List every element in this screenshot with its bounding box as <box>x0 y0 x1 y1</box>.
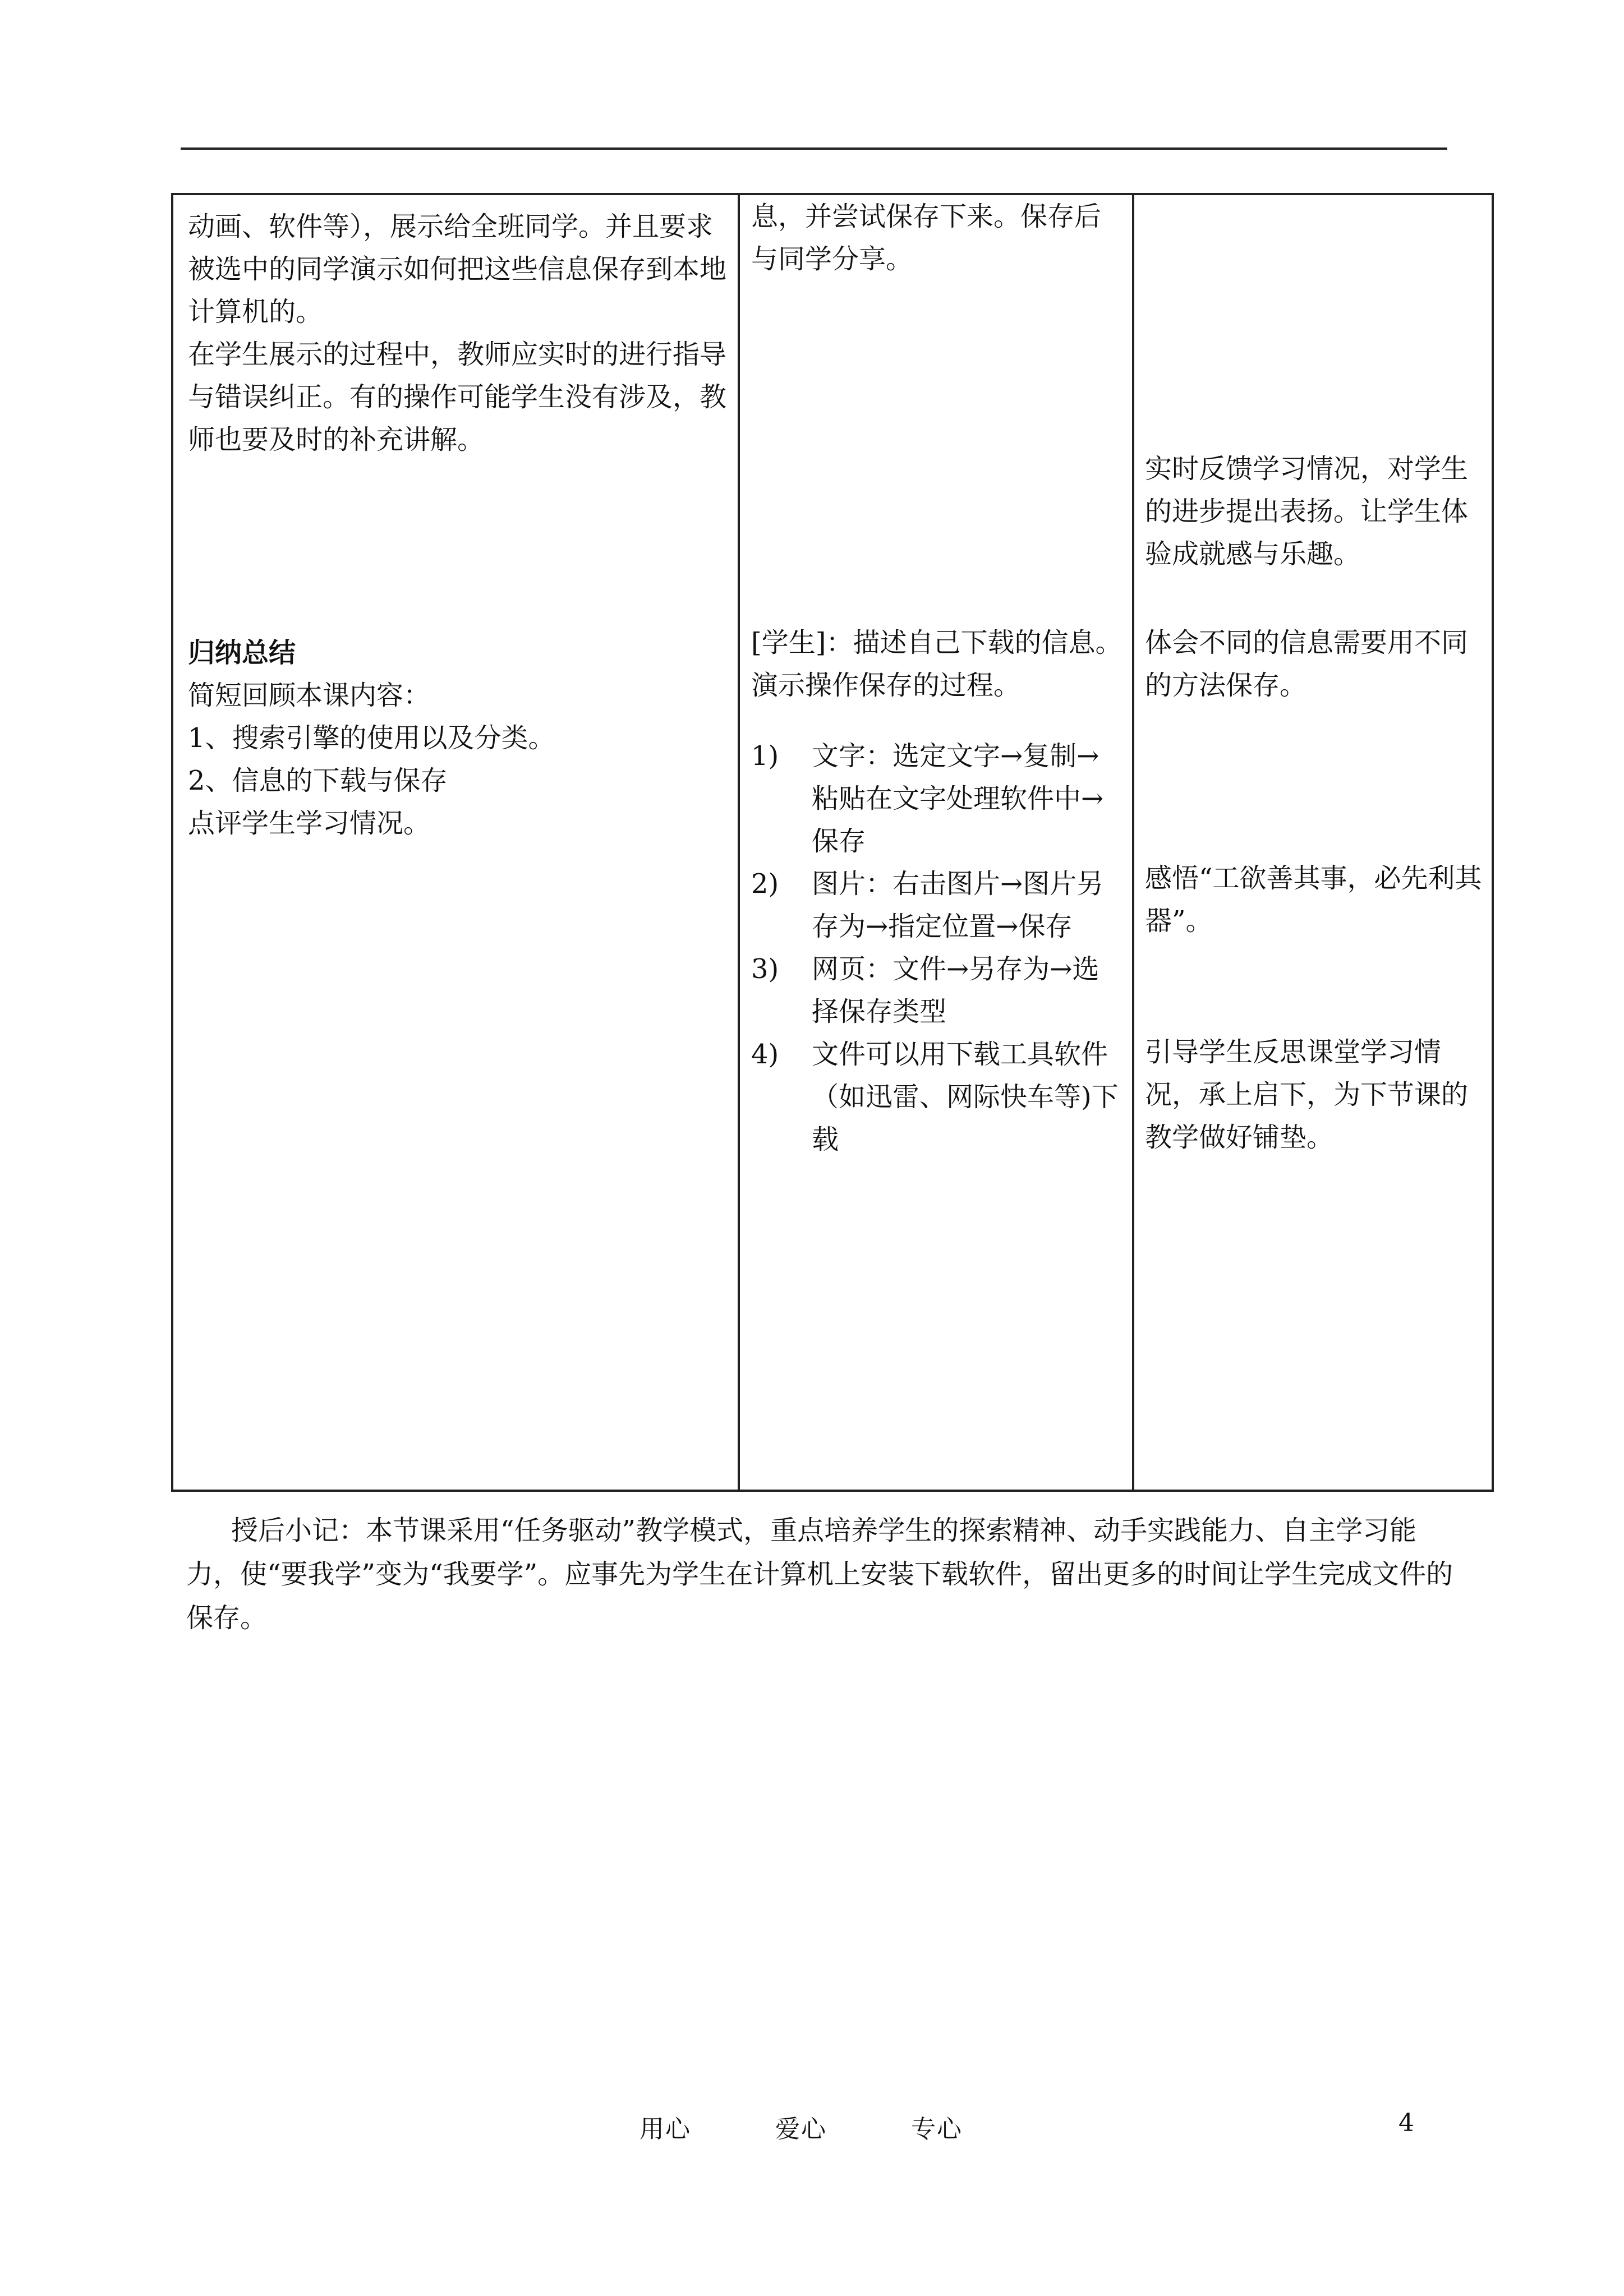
motto-1: 用心 <box>640 2115 691 2143</box>
student-paragraph-1: 息，并尝试保存下来。保存后与同学分享。 <box>751 201 1102 275</box>
page-number: 4 <box>1398 2109 1414 2137</box>
lesson-table <box>171 193 1494 1492</box>
summary-title: 归纳总结 <box>188 637 296 668</box>
summary-comment: 点评学生学习情况。 <box>188 808 431 839</box>
student-paragraph-2: [学生]：描述自己下载的信息。演示操作保存的过程。 <box>751 627 1122 701</box>
save-step: 1) 文字：选定文字→复制→粘贴在文字处理软件中→保存 <box>751 740 1104 857</box>
summary-item-2: 2、信息的下载与保存 <box>188 765 448 796</box>
teacher-paragraph-2: 在学生展示的过程中，教师应实时的进行指导与错误纠正。有的操作可能学生没有涉及，教师也要及时的补充讲解。 <box>188 339 727 455</box>
column-divider-1 <box>738 195 740 1490</box>
teacher-paragraph-1: 动画、软件等），展示给全班同学。并且要求被选中的同学演示如何把这些信息保存到本地计算机的。 <box>188 211 727 328</box>
intent-paragraph-3: 感悟“工欲善其事，必先利其器”。 <box>1145 863 1482 937</box>
intent-paragraph-4: 引导学生反思课堂学习情况，承上启下，为下节课的教学做好铺垫。 <box>1145 1036 1469 1153</box>
after-class-note: 授后小记：本节课采用“任务驱动”教学模式，重点培养学生的探索精神、动手实践能力、自主学习能力，使“要我学”变为“我要学”。应事先为学生在计算机上安装下载软件，留出更多的时间让学生完成文件的保存。 <box>186 1515 1453 1634</box>
footer-motto <box>640 2109 963 2145</box>
column-divider-2 <box>1132 195 1134 1490</box>
summary-item-1: 1、搜索引擎的使用以及分类。 <box>188 722 555 754</box>
save-step: 3) 网页：文件→另存为→选择保存类型 <box>751 953 1099 1027</box>
student-demo-cell <box>751 621 1122 1161</box>
motto-3: 专心 <box>911 2115 963 2143</box>
save-step: 4) 文件可以用下载工具软件（如迅雷、网际快车等)下载 <box>751 1039 1119 1155</box>
student-activity-cell <box>751 195 1122 280</box>
intent-paragraph-2: 体会不同的信息需要用不同的方法保存。 <box>1145 627 1469 701</box>
summary-intro: 简短回顾本课内容： <box>188 680 431 711</box>
summary-cell <box>188 631 726 845</box>
header-rule <box>181 147 1447 150</box>
motto-2: 爱心 <box>775 2115 827 2143</box>
teacher-activity-cell <box>188 205 726 461</box>
intent-paragraph-1: 实时反馈学习情况，对学生的进步提出表扬。让学生体验成就感与乐趣。 <box>1145 453 1469 570</box>
save-step: 2) 图片：右击图片→图片另存为→指定位置→保存 <box>751 868 1104 942</box>
save-steps-list <box>751 735 1122 1161</box>
